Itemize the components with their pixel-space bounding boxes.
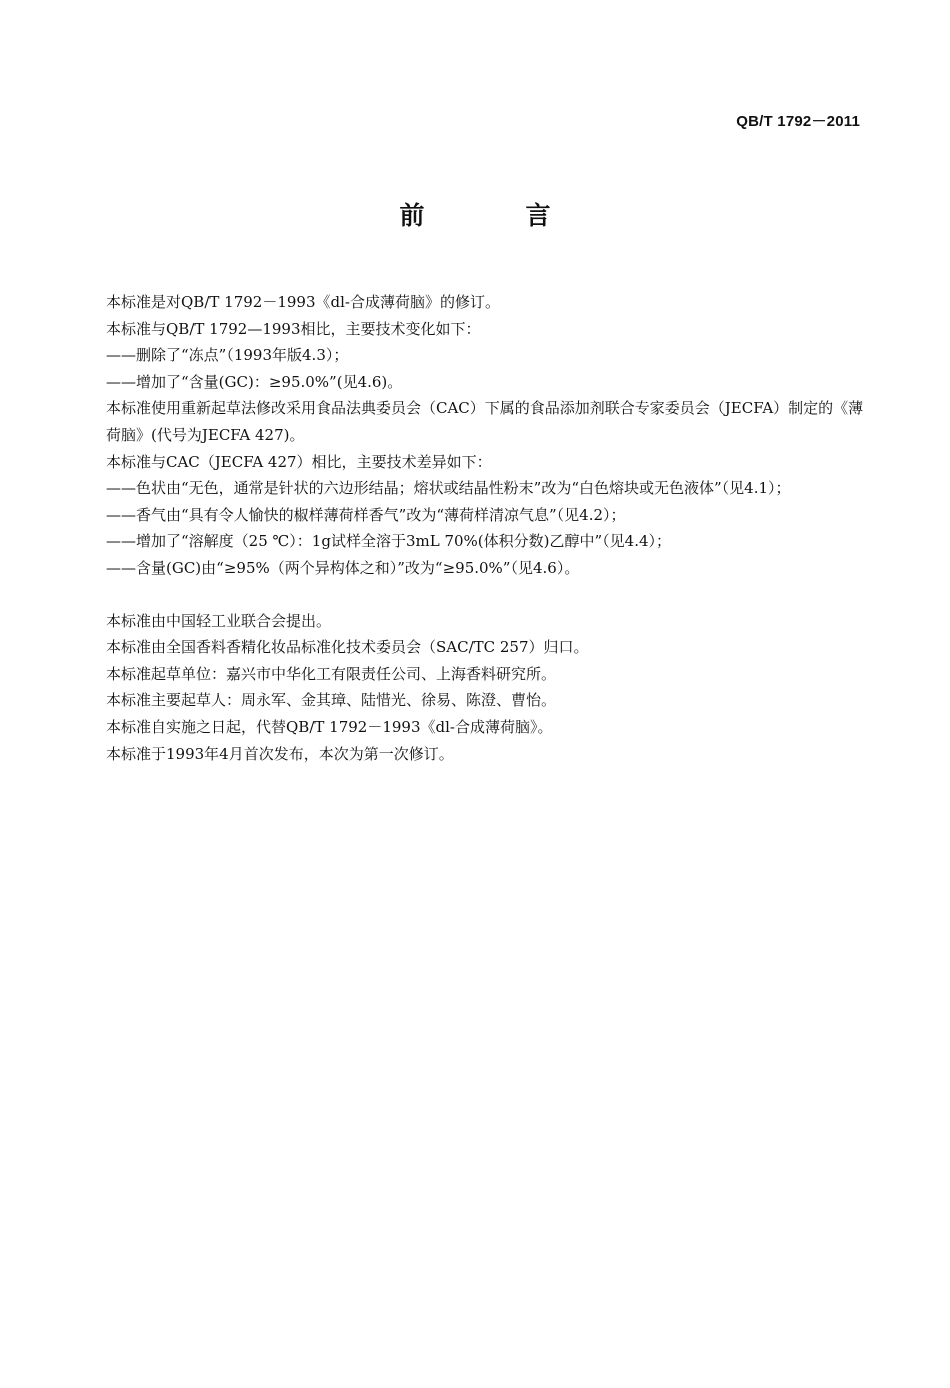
paragraph: 本标准起草单位：嘉兴市中华化工有限责任公司、上海香料研究所。 [106,664,557,683]
list-item: ——色状由“无色，通常是针状的六边形结晶；熔状或结晶性粉末”改为“白色熔块或无色液体”（见4.1）； [106,479,791,498]
paragraph: 本标准自实施之日起，代替QB/T 1792－1993《dl-合成薄荷脑》。 [106,717,553,736]
page-title: 前 言 [399,201,589,230]
list-item: ——香气由“具有令人愉快的椒样薄荷样香气”改为“薄荷样清凉气息”（见4.2）； [106,505,626,524]
paragraph: 本标准主要起草人：周永军、金其璋、陆惜光、徐易、陈澄、曹怡。 [106,691,557,710]
paragraph: 本标准是对QB/T 1792－1993《dl-合成薄荷脑》的修订。 [106,293,500,311]
paragraph: 本标准由全国香料香精化妆品标准化技术委员会（SAC/TC 257）归口。 [106,638,589,657]
paragraph: 本标准于1993年4月首次发布，本次为第一次修订。 [106,744,454,763]
paragraph: 本标准与CAC（JECFA 427）相比，主要技术差异如下： [106,452,492,471]
paragraph: 本标准与QB/T 1792—1993相比，主要技术变化如下： [106,319,481,338]
list-item: ——增加了“含量(GC)：≥95.0%”(见4.6)。 [106,372,403,391]
standard-code: QB/T 1792－2011 [736,113,860,130]
paragraph: 本标准使用重新起草法修改采用食品法典委员会（CAC）下属的食品添加剂联合专家委员会（JECFA）制定的《薄荷脑》(代号为JECFA 427)。 [106,399,864,444]
list-item: ——删除了“冻点”（1993年版4.3）； [106,346,349,365]
foreword-body [80,289,870,767]
list-item: ——含量(GC)由“≥95%（两个异构体之和）”改为“≥95.0%”（见4.6）。 [106,558,580,577]
list-item: ——增加了“溶解度（25 ℃）：1g试样全溶于3mL 70%(体积分数)乙醇中”（见4.4）； [106,532,672,551]
paragraph: 本标准由中国轻工业联合会提出。 [106,611,332,630]
